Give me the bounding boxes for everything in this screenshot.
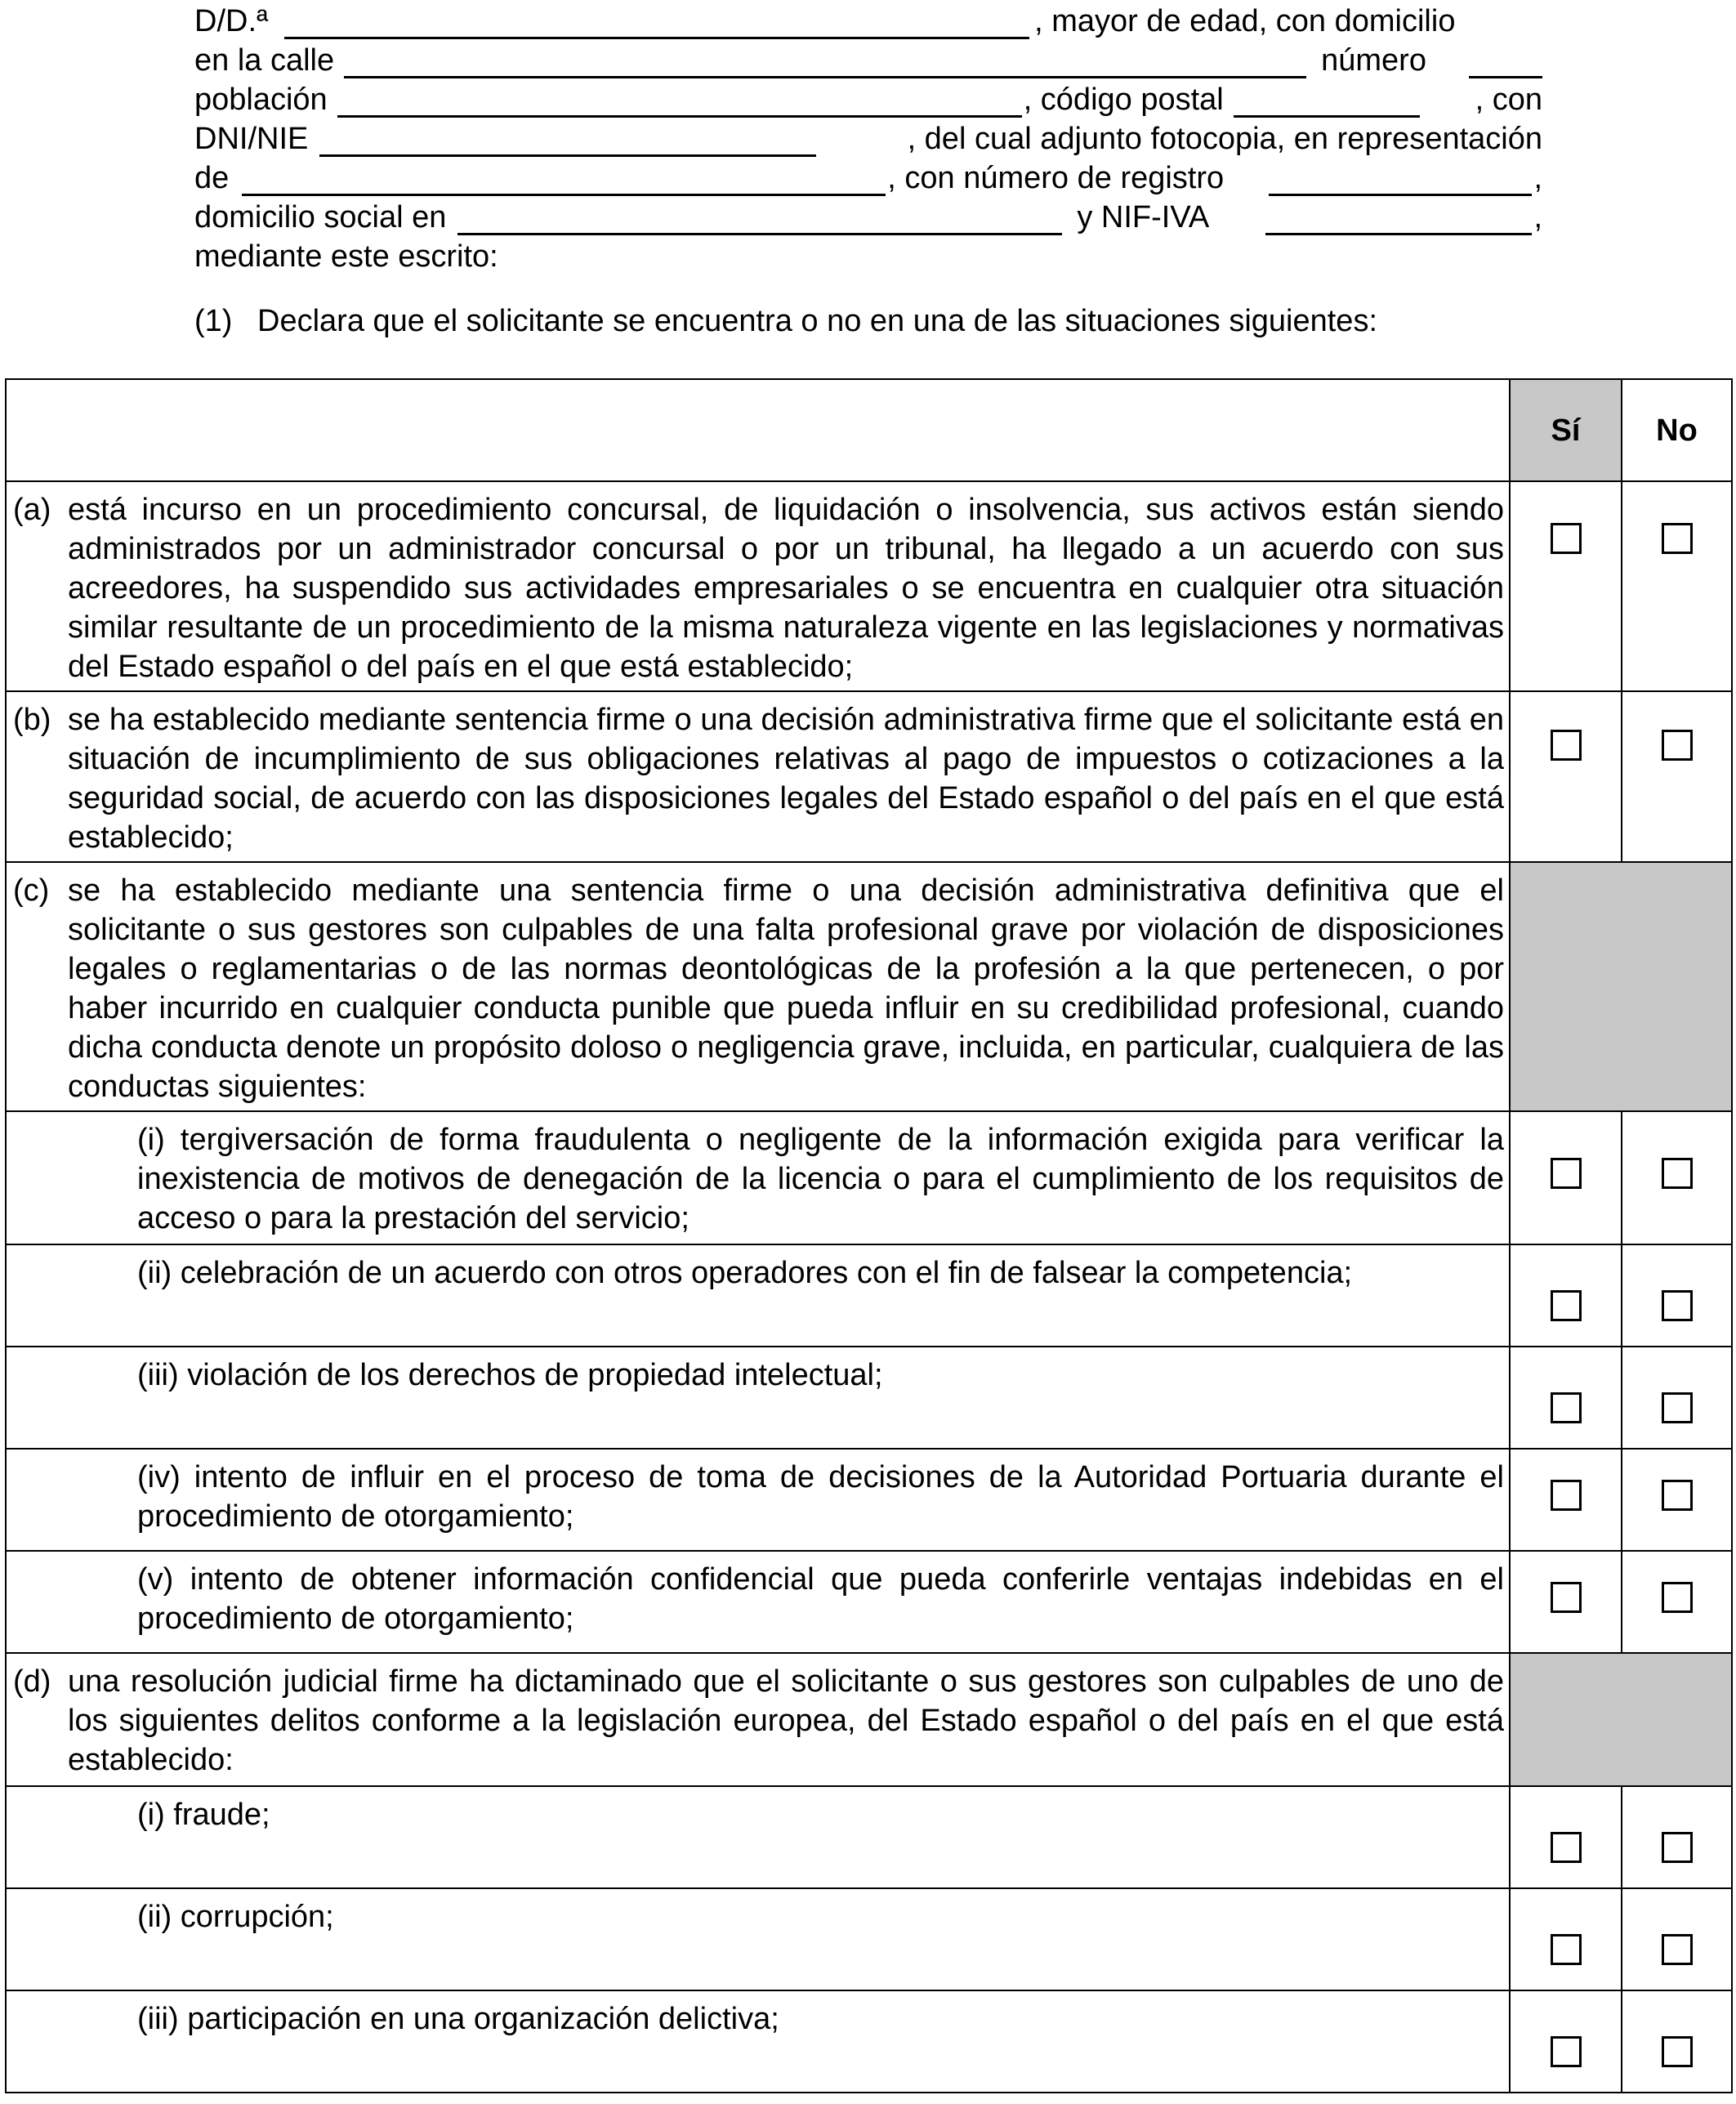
label-postal-code: , código postal: [1023, 83, 1224, 117]
row-d-iii-yes-cell: [1510, 1990, 1622, 2093]
row-d-ii-text: (ii) corrupción;: [137, 1900, 334, 1934]
row-c-v-yes-cell: [1510, 1551, 1622, 1653]
row-c-i-no-checkbox[interactable]: [1662, 1158, 1693, 1189]
form-line-street: [194, 39, 1542, 78]
row-c-iv-yes-checkbox[interactable]: [1551, 1480, 1582, 1511]
row-b-yes-checkbox[interactable]: [1551, 730, 1582, 761]
label-city: población: [194, 83, 328, 117]
row-c-i-yes-cell: [1510, 1111, 1622, 1244]
table-row-a: [6, 481, 1732, 691]
row-d-ii-yes-checkbox[interactable]: [1551, 1934, 1582, 1965]
row-d-ii-no-cell: [1622, 1888, 1732, 1990]
table-row-c-i: [6, 1111, 1732, 1244]
row-c-text-cell: [6, 862, 1510, 1111]
table-row-c-ii: [6, 1244, 1732, 1347]
row-d-iii-text: (iii) participación en una organización delictiva;: [137, 2002, 779, 2036]
table-row-c-iii: [6, 1347, 1732, 1449]
table-row-d-iii: [6, 1990, 1732, 2093]
street-field[interactable]: [344, 47, 1306, 78]
row-d-shaded-cell: [1510, 1653, 1732, 1786]
form-line-domicile: [194, 196, 1542, 235]
row-d-i-no-cell: [1622, 1786, 1732, 1888]
row-d-iii-no-cell: [1622, 1990, 1732, 2093]
row-d-i-yes-cell: [1510, 1786, 1622, 1888]
table-row-d-i: [6, 1786, 1732, 1888]
number-field[interactable]: [1469, 47, 1542, 78]
label-dni-suffix: , del cual adjunto fotocopia, en representación: [907, 122, 1542, 156]
form-line-dni: [194, 118, 1542, 157]
row-c-iv-yes-cell: [1510, 1449, 1622, 1551]
table-row-c-v: [6, 1551, 1732, 1653]
row-d-ii-yes-cell: [1510, 1888, 1622, 1990]
row-d-label: (d): [13, 1664, 51, 1699]
row-c-ii-yes-cell: [1510, 1244, 1622, 1347]
row-d-ii-no-checkbox[interactable]: [1662, 1934, 1693, 1965]
row-d-i-yes-checkbox[interactable]: [1551, 1832, 1582, 1863]
row-a-no-checkbox[interactable]: [1662, 523, 1693, 554]
row-d-i-text: (i) fraude;: [137, 1798, 270, 1832]
row-c-i-text-cell: [6, 1111, 1510, 1244]
form-line-name: [194, 0, 1542, 39]
header-yes: Sí: [1510, 379, 1622, 481]
dni-field[interactable]: [319, 125, 816, 157]
representation-field[interactable]: [242, 164, 886, 196]
row-c-i-no-cell: [1622, 1111, 1732, 1244]
row-c-i-text: (i) tergiversación de forma fraudulenta o negligente de la información exigida para verificar la inexistencia de motivos de denegación de la licencia o para el cumplimiento de los requisitos de acceso o para la prestación del servicio;: [137, 1123, 1504, 1235]
row-b-no-cell: [1622, 691, 1732, 862]
table-row-c: [6, 862, 1732, 1111]
row-c-ii-no-cell: [1622, 1244, 1732, 1347]
row-b-yes-cell: [1510, 691, 1622, 862]
row-c-iii-no-cell: [1622, 1347, 1732, 1449]
label-domicile: domicilio social en: [194, 200, 447, 235]
row-c-v-text: (v) intento de obtener información confidencial que pueda conferirle ventajas indebidas en el procedimiento de otorgamiento;: [137, 1562, 1504, 1636]
form-line-city: [194, 78, 1542, 118]
intro-text: Declara que el solicitante se encuentra o no en una de las situaciones siguientes:: [257, 304, 1378, 338]
label-dni: DNI/NIE: [194, 122, 309, 156]
row-d-i-no-checkbox[interactable]: [1662, 1832, 1693, 1863]
row-d-iii-yes-checkbox[interactable]: [1551, 2036, 1582, 2067]
intro-number: (1): [194, 304, 233, 338]
row-c-v-no-cell: [1622, 1551, 1732, 1653]
label-con: , con: [1475, 83, 1542, 117]
row-d-text: una resolución judicial firme ha dictaminado que el solicitante o sus gestores son culpables de uno de los siguientes delitos conforme a la legislación europea, del Estado español o del país en el que está establecido:: [68, 1664, 1504, 1777]
label-name-suffix: , mayor de edad, con domicilio: [1034, 4, 1456, 38]
row-c-iv-no-cell: [1622, 1449, 1732, 1551]
table-header-row: [6, 379, 1732, 481]
row-c-iii-text: (iii) violación de los derechos de propiedad intelectual;: [137, 1358, 883, 1392]
name-field[interactable]: [284, 7, 1029, 39]
row-c-text: se ha establecido mediante una sentencia firme o una decisión administrativa definitiva que el solicitante o sus gestores son culpables de una falta profesional grave por violación de disposiciones legales o reglamentarias o de las normas deontológicas de la profesión a la que pertenecen, o por haber incurrido en cualquier conducta punible que pueda influir en su credibilidad profesional, cuando dicha conducta denote un propósito doloso o negligencia grave, incluida, en particular, cualquiera de las conductas siguientes:: [68, 873, 1504, 1104]
label-number: número: [1321, 43, 1426, 78]
declaration-table: [5, 378, 1733, 2093]
form-line-closing: [194, 235, 1542, 275]
label-representation: de: [194, 161, 230, 195]
label-nif-iva: y NIF-IVA: [1077, 200, 1210, 235]
row-c-iii-yes-cell: [1510, 1347, 1622, 1449]
domicile-field[interactable]: [457, 203, 1062, 235]
row-b-text: se ha establecido mediante sentencia firme o una decisión administrativa firme que el solicitante está en situación de incumplimiento de sus obligaciones relativas al pago de impuestos o cotizaciones a la seguridad social, de acuerdo con las disposiciones legales del Estado español o del país en el que está establecido;: [68, 703, 1504, 855]
row-c-ii-text: (ii) celebración de un acuerdo con otros operadores con el fin de falsear la competencia;: [137, 1256, 1353, 1290]
row-c-shaded-cell: [1510, 862, 1732, 1111]
row-c-iii-text-cell: [6, 1347, 1510, 1449]
row-a-no-cell: [1622, 481, 1732, 691]
row-a-yes-checkbox[interactable]: [1551, 523, 1582, 554]
registry-number-field[interactable]: [1269, 164, 1532, 196]
table-row-d-ii: [6, 1888, 1732, 1990]
row-c-v-yes-checkbox[interactable]: [1551, 1582, 1582, 1613]
row-a-text: está incurso en un procedimiento concursal, de liquidación o insolvencia, sus activos están siendo administrados por un administrador concursal o por un tribunal, ha llegado a un acuerdo con sus acreedores, ha suspendido sus actividades empresariales o se encuentra en cualquier otra situación similar resultante de un procedimiento de la misma naturaleza vigente en las legislaciones y normativas del Estado español o del país en el que está establecido;: [68, 493, 1504, 684]
header-no: No: [1622, 379, 1732, 481]
row-c-ii-text-cell: [6, 1244, 1510, 1347]
row-d-text-cell: [6, 1653, 1510, 1786]
row-a-yes-cell: [1510, 481, 1622, 691]
row-c-iii-yes-checkbox[interactable]: [1551, 1392, 1582, 1423]
label-name: D/D.ª: [194, 4, 269, 38]
form-line-representation: [194, 157, 1542, 196]
row-c-i-yes-checkbox[interactable]: [1551, 1158, 1582, 1189]
row-b-text-cell: [6, 691, 1510, 862]
row-b-no-checkbox[interactable]: [1662, 730, 1693, 761]
label-comma-2: ,: [1533, 200, 1542, 235]
row-a-text-cell: [6, 481, 1510, 691]
table-row-c-iv: [6, 1449, 1732, 1551]
row-d-ii-text-cell: [6, 1888, 1510, 1990]
row-c-ii-yes-checkbox[interactable]: [1551, 1290, 1582, 1321]
header-empty-cell: [6, 379, 1510, 481]
label-comma: ,: [1533, 161, 1542, 195]
label-street: en la calle: [194, 43, 335, 78]
city-field[interactable]: [337, 86, 1022, 118]
row-d-iii-no-checkbox[interactable]: [1662, 2036, 1693, 2067]
row-d-iii-text-cell: [6, 1990, 1510, 2093]
label-registry-number: , con número de registro: [887, 161, 1225, 195]
row-b-label: (b): [13, 703, 51, 737]
table-row-d: [6, 1653, 1732, 1786]
row-c-iii-no-checkbox[interactable]: [1662, 1392, 1693, 1423]
nif-iva-field[interactable]: [1265, 203, 1532, 235]
row-c-iv-no-checkbox[interactable]: [1662, 1480, 1693, 1511]
row-c-iv-text: (iv) intento de influir en el proceso de toma de decisiones de la Autoridad Portuaria durante el procedimiento de otorgamiento;: [137, 1460, 1504, 1534]
declaration-intro: [194, 304, 1377, 339]
row-a-label: (a): [13, 493, 51, 527]
row-c-iv-text-cell: [6, 1449, 1510, 1551]
label-closing: mediante este escrito:: [194, 239, 498, 274]
postal-code-field[interactable]: [1234, 86, 1420, 118]
row-c-label: (c): [13, 873, 50, 908]
row-c-v-no-checkbox[interactable]: [1662, 1582, 1693, 1613]
row-d-i-text-cell: [6, 1786, 1510, 1888]
row-c-v-text-cell: [6, 1551, 1510, 1653]
row-c-ii-no-checkbox[interactable]: [1662, 1290, 1693, 1321]
table-row-b: [6, 691, 1732, 862]
